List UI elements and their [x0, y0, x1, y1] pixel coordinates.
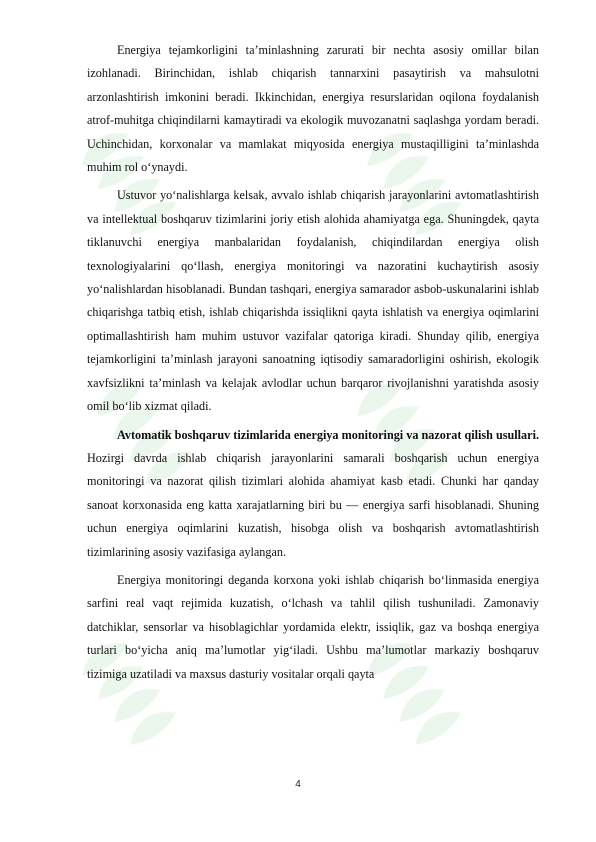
- section-heading: Avtomatik boshqaruv tizimlarida energiya monitoringi va nazorat qilish usullari.: [117, 427, 539, 442]
- paragraph-4: Energiya monitoringi deganda korxona yoki ishlab chiqarish bo‘linmasida energiya sarfini real vaqt rejimida kuzatish, o‘lchash va tahlil qilish tushuniladi. Zamonaviy datchiklar, sensorlar va hisoblagichlar yordamida elektr, issiqlik, gaz va boshqa energiya turlari bo‘yicha aniq ma’lumotlar yig‘iladi. Ushbu ma’lumotlar markaziy boshqaruv tizimiga uzatiladi va maxsus dasturiy vositalar orqali qayta: [87, 572, 539, 681]
- section-body: Hozirgi davrda ishlab chiqarish jarayonlarini samarali boshqarish uchun energiya monitoringi va nazorat qilish tizimlari alohida ahamiyat kasb etadi. Chunki har qanday sanoat korxonasida eng katta xarajatlarning biri bu — energiya sarfi hisoblanadi. Shuning uchun energiya oqimlarini kuzatish, hisobga olish va boshqarish avtomatlashtirish tizimlarining asosiy vazifasiga aylangan.: [87, 450, 539, 559]
- page-number: 4: [295, 779, 301, 790]
- document-body: [87, 39, 539, 691]
- paragraph-2: Ustuvor yo‘nalishlarga kelsak, avvalo ishlab chiqarish jarayonlarini avtomatlashtirish va intellektual boshqaruv tizimlarini joriy etish alohida ahamiyatga ega. Shuningdek, qayta tiklanuvchi energiya manbalaridan foydalanish, chiqindilardan energiya olish texnologiyalarini qo‘llash, energiya monitoringi va nazoratini kuchaytirish asosiy yo‘nalishlardan hisoblanadi. Bundan tashqari, energiya samarador asbob-uskunalarini ishlab chiqarishga tatbiq etish, ishlab chiqarishda issiqlikni qayta ishlatish va energiya oqimlarini optimallashtirish ham muhim ustuvor vazifalar qatoriga kiradi. Shunday qilib, energiya tejamkorligini ta’minlash jarayoni sanoatning iqtisodiy samaradorligini oshirish, ekologik xavfsizlikni ta’minlash va kelajak avlodlar uchun barqaror rivojlanishni yaratishda asosiy omil bo‘lib xizmat qiladi.: [87, 188, 539, 414]
- section-paragraph: [87, 424, 539, 564]
- paragraph-1: Energiya tejamkorligini ta’minlashning zarurati bir nechta asosiy omillar bilan izohlanadi. Birinchidan, ishlab chiqarish tannarxini pasaytirish va mahsulotni arzonlashtirish imkonini beradi. Ikkinchidan, energiya resurslaridan oqilona foydalanish atrof-muhitga chiqindilarni kamaytiradi va ekologik muvozanatni saqlashga yordam beradi. Uchinchidan, korxonalar va mamlakat miqyosida energiya mustaqilligini ta’minlashda muhim rol o‘ynaydi.: [87, 43, 539, 175]
